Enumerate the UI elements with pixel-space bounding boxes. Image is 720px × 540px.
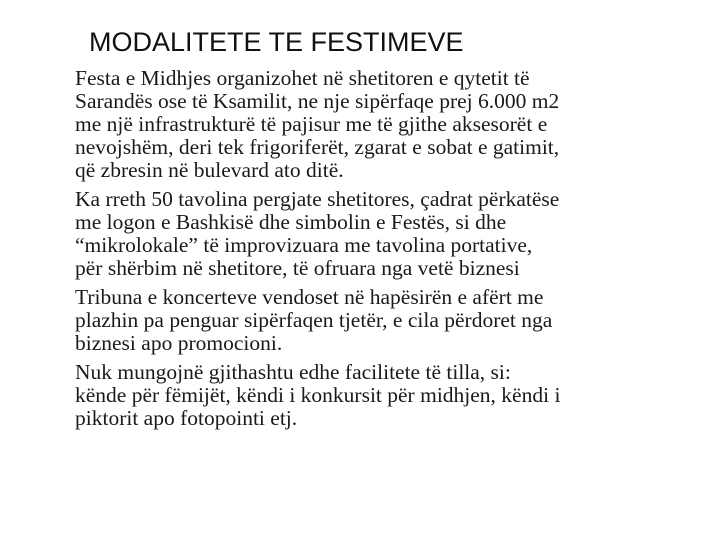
- text-line: për shërbim në shetitore, të ofruara nga vetë biznesi: [75, 256, 520, 280]
- paragraph-4: [75, 361, 695, 430]
- paragraph-2: [75, 188, 695, 280]
- text-line: nevojshëm, deri tek frigoriferët, zgarat e sobat e gatimit,: [75, 135, 560, 159]
- text-line: Nuk mungojnë gjithashtu edhe facilitete të tilla, si:: [75, 360, 511, 384]
- text-line: “mikrolokale” të improvizuara me tavolina portative,: [75, 233, 533, 257]
- text-line: Ka rreth 50 tavolina pergjate shetitores, çadrat përkatëse: [75, 187, 560, 211]
- paragraph-1: [75, 67, 695, 182]
- text-line: piktorit apo fotopointi etj.: [75, 406, 298, 430]
- text-line: që zbresin në bulevard ato ditë.: [75, 158, 344, 182]
- text-line: biznesi apo promocioni.: [75, 331, 283, 355]
- text-line: Festa e Midhjes organizohet në shetitoren e qytetit të: [75, 66, 530, 90]
- text-line: Tribuna e koncerteve vendoset në hapësirën e afërt me: [75, 285, 544, 309]
- slide-title: MODALITETE TE FESTIMEVE: [89, 27, 464, 57]
- text-line: plazhin pa penguar sipërfaqen tjetër, e cila përdoret nga: [75, 308, 553, 332]
- text-line: kënde për fëmijët, këndi i konkursit për midhjen, këndi i: [75, 383, 561, 407]
- text-line: me një infrastrukturë të pajisur me të gjithe aksesorët e: [75, 112, 548, 136]
- text-line: me logon e Bashkisë dhe simbolin e Festës, si dhe: [75, 210, 507, 234]
- text-line: Sarandës ose të Ksamilit, ne nje sipërfaqe prej 6.000 m2: [75, 89, 560, 113]
- slide-body: [75, 67, 695, 436]
- paragraph-3: [75, 286, 695, 355]
